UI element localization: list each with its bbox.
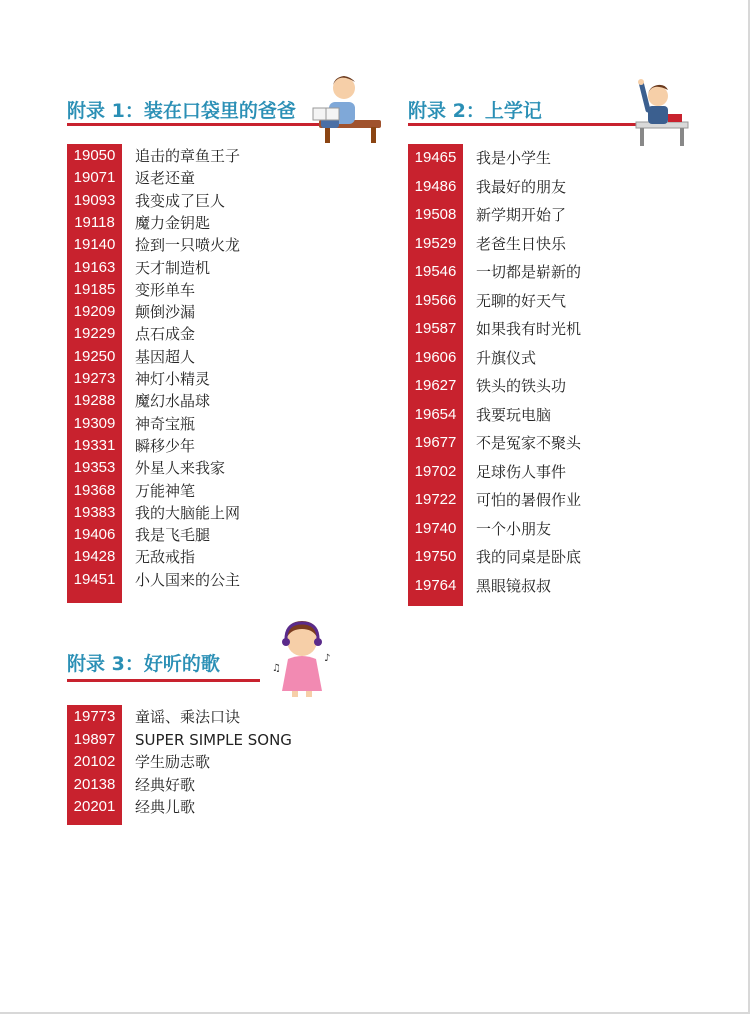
svg-text:♫: ♫ — [272, 663, 281, 674]
item-title: 不是冤家不聚头 — [476, 434, 582, 452]
item-title: 无敌戒指 — [135, 548, 196, 567]
item-title: 捡到一只喷火龙 — [135, 236, 241, 255]
appendix-2-title: 附录 2：上学记 — [408, 100, 542, 122]
appendix-3-rule — [67, 679, 260, 682]
item-title: 魔力金钥匙 — [135, 213, 211, 232]
item-code: 19093 — [73, 191, 116, 209]
item-code: 19508 — [414, 206, 457, 223]
item-code: 20201 — [73, 798, 116, 815]
item-code: 19273 — [73, 370, 116, 387]
item-code: 19163 — [73, 258, 116, 276]
item-code: 19071 — [73, 169, 116, 187]
item-code: 19140 — [73, 236, 116, 254]
item-title: 我最好的朋友 — [476, 177, 567, 196]
item-code: 19406 — [73, 526, 116, 544]
item-code: 19118 — [74, 213, 115, 231]
item-title: 魔幻水晶球 — [135, 392, 211, 411]
item-code: 19353 — [73, 459, 116, 477]
item-title: 新学期开始了 — [476, 206, 567, 224]
item-code: 19331 — [73, 436, 116, 454]
item-code: 19309 — [73, 414, 116, 432]
item-title: 经典好歌 — [135, 775, 196, 794]
item-code: 19229 — [73, 325, 116, 343]
item-title: 我是小学生 — [476, 149, 552, 167]
item-title: 老爸生日快乐 — [476, 234, 567, 253]
item-title: 万能神笔 — [135, 481, 196, 500]
item-code: 19606 — [414, 348, 457, 366]
item-code: 19546 — [414, 263, 457, 280]
appendix-1-title: 附录 1：装在口袋里的爸爸 — [67, 100, 296, 122]
girl-with-headphones-illustration — [270, 615, 334, 699]
item-code: 19654 — [414, 405, 457, 423]
item-title: 一切都是崭新的 — [476, 263, 582, 281]
item-code: 19451 — [73, 570, 116, 588]
item-code: 19486 — [414, 177, 457, 195]
item-title: SUPER SIMPLE SONG — [135, 730, 292, 749]
item-title: 如果我有时光机 — [476, 320, 582, 338]
item-code: 19627 — [414, 377, 457, 394]
item-title: 足球伤人事件 — [476, 462, 567, 481]
item-title: 瞬移少年 — [135, 436, 196, 455]
item-title: 黑眼镜叔叔 — [476, 576, 552, 595]
item-code: 19050 — [73, 147, 116, 164]
schoolboy-raising-hand-illustration — [632, 78, 692, 148]
item-code: 19383 — [73, 503, 116, 521]
item-title: 童谣、乘法口诀 — [135, 708, 241, 726]
item-title: 铁头的铁头功 — [476, 377, 567, 395]
item-title: 变形单车 — [135, 280, 196, 299]
item-code: 19428 — [73, 548, 116, 566]
boy-reading-on-bench-illustration — [311, 68, 383, 144]
item-code: 19773 — [73, 708, 116, 725]
item-code: 19209 — [73, 303, 116, 321]
item-title: 天才制造机 — [135, 258, 211, 277]
item-code: 19587 — [414, 320, 457, 337]
item-title: 小人国来的公主 — [135, 570, 241, 589]
item-code: 19702 — [414, 462, 457, 480]
item-code: 19529 — [414, 234, 457, 252]
item-code: 19764 — [414, 576, 457, 594]
appendix-3-title: 附录 3：好听的歌 — [67, 653, 220, 675]
item-code: 19288 — [73, 392, 116, 410]
item-title: 追击的章鱼王子 — [135, 147, 241, 165]
item-code: 19740 — [414, 519, 457, 537]
item-title: 我变成了巨人 — [135, 191, 226, 210]
item-code: 19750 — [414, 548, 457, 565]
item-title: 颠倒沙漏 — [135, 303, 196, 322]
item-title: 神灯小精灵 — [135, 370, 211, 388]
item-title: 经典儿歌 — [135, 798, 196, 816]
item-title: 神奇宝瓶 — [135, 414, 196, 433]
item-code: 19465 — [414, 149, 457, 166]
item-title: 返老还童 — [135, 169, 196, 188]
item-title: 我是飞毛腿 — [135, 526, 211, 545]
item-code: 19897 — [73, 730, 116, 748]
item-title: 我的同桌是卧底 — [476, 548, 582, 566]
item-title: 外星人来我家 — [135, 459, 226, 478]
item-title: 学生励志歌 — [135, 753, 211, 771]
item-code: 20138 — [73, 775, 116, 793]
item-code: 19566 — [414, 291, 457, 309]
item-code: 19722 — [414, 491, 457, 508]
item-code: 20102 — [73, 753, 116, 770]
item-title: 可怕的暑假作业 — [476, 491, 582, 509]
item-title: 升旗仪式 — [476, 348, 537, 367]
item-code: 19677 — [414, 434, 457, 451]
item-code: 19368 — [73, 481, 116, 499]
item-title: 无聊的好天气 — [476, 291, 567, 310]
item-code: 19185 — [73, 280, 116, 298]
item-title: 一个小朋友 — [476, 519, 552, 538]
item-title: 我要玩电脑 — [476, 405, 552, 424]
item-code: 19250 — [73, 347, 116, 365]
item-title: 我的大脑能上网 — [135, 503, 241, 522]
item-title: 基因超人 — [135, 347, 196, 366]
item-title: 点石成金 — [135, 325, 196, 344]
svg-text:♪: ♪ — [324, 653, 331, 664]
